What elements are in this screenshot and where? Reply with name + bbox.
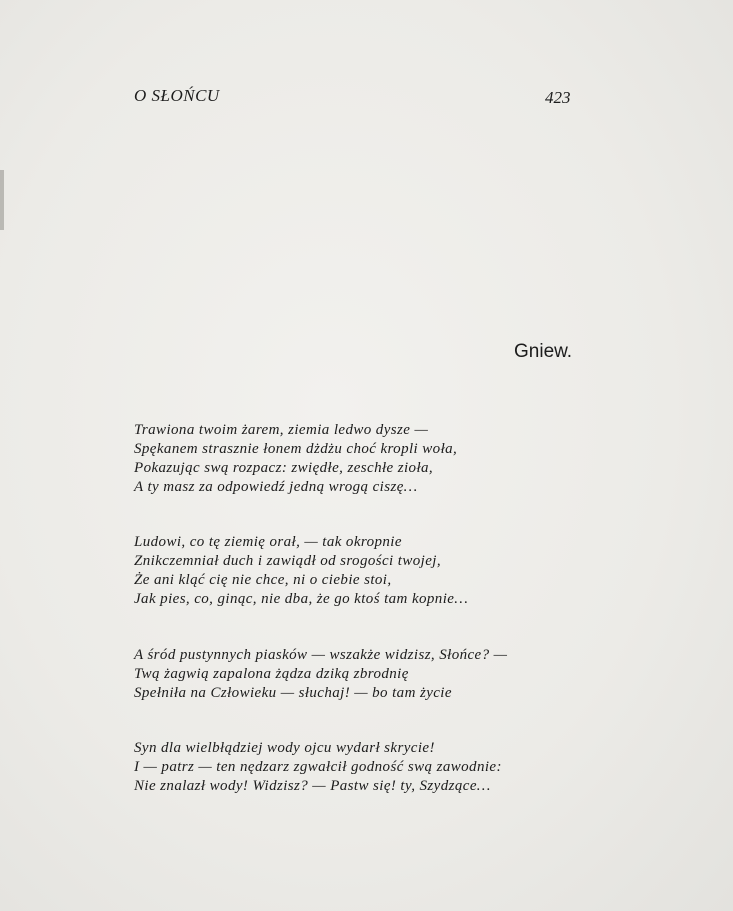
- stanza-1: [134, 421, 457, 497]
- stanza-3: [134, 646, 507, 703]
- page-number: 423: [545, 88, 571, 107]
- verse-line: Twą żagwią zapalona żądza dziką zbrodnię: [134, 666, 409, 682]
- page-edge-shadow: [0, 170, 4, 230]
- stanza-4: [134, 739, 502, 796]
- poem-title: Gniew.: [514, 341, 573, 362]
- verse-line: A śród pustynnych piasków — wszakże widzisz, Słońce? —: [134, 647, 508, 663]
- verse-line: I — patrz — ten nędzarz zgwałcił godność swą zawodnie:: [134, 759, 502, 775]
- verse-line: Jak pies, co, ginąc, nie dba, że go ktoś tam kopnie…: [134, 591, 469, 607]
- verse-line: Spełniła na Człowieku — słuchaj! — bo tam życie: [134, 685, 452, 701]
- verse-line: A ty masz za odpowiedź jedną wrogą ciszę…: [134, 479, 418, 495]
- verse-line: Syn dla wielbłądziej wody ojcu wydarł skrycie!: [134, 740, 435, 756]
- verse-line: Ludowi, co tę ziemię orał, — tak okropnie: [134, 534, 402, 550]
- verse-line: Pokazując swą rozpacz: zwiędłe, zeschłe zioła,: [134, 460, 434, 476]
- verse-line: Spękanem strasznie łonem dżdżu choć kropli woła,: [134, 441, 458, 457]
- verse-line: Że ani kląć cię nie chce, ni o ciebie stoi,: [134, 572, 392, 588]
- verse-line: Znikczemniał duch i zawiądł od srogości twojej,: [134, 553, 441, 569]
- stanza-2: [134, 533, 468, 609]
- verse-line: Nie znalazł wody! Widzisz? — Pastw się! ty, Szydzące…: [134, 778, 491, 794]
- running-title: O SŁOŃCU: [134, 86, 220, 105]
- verse-line: Trawiona twoim żarem, ziemia ledwo dysze —: [134, 422, 429, 438]
